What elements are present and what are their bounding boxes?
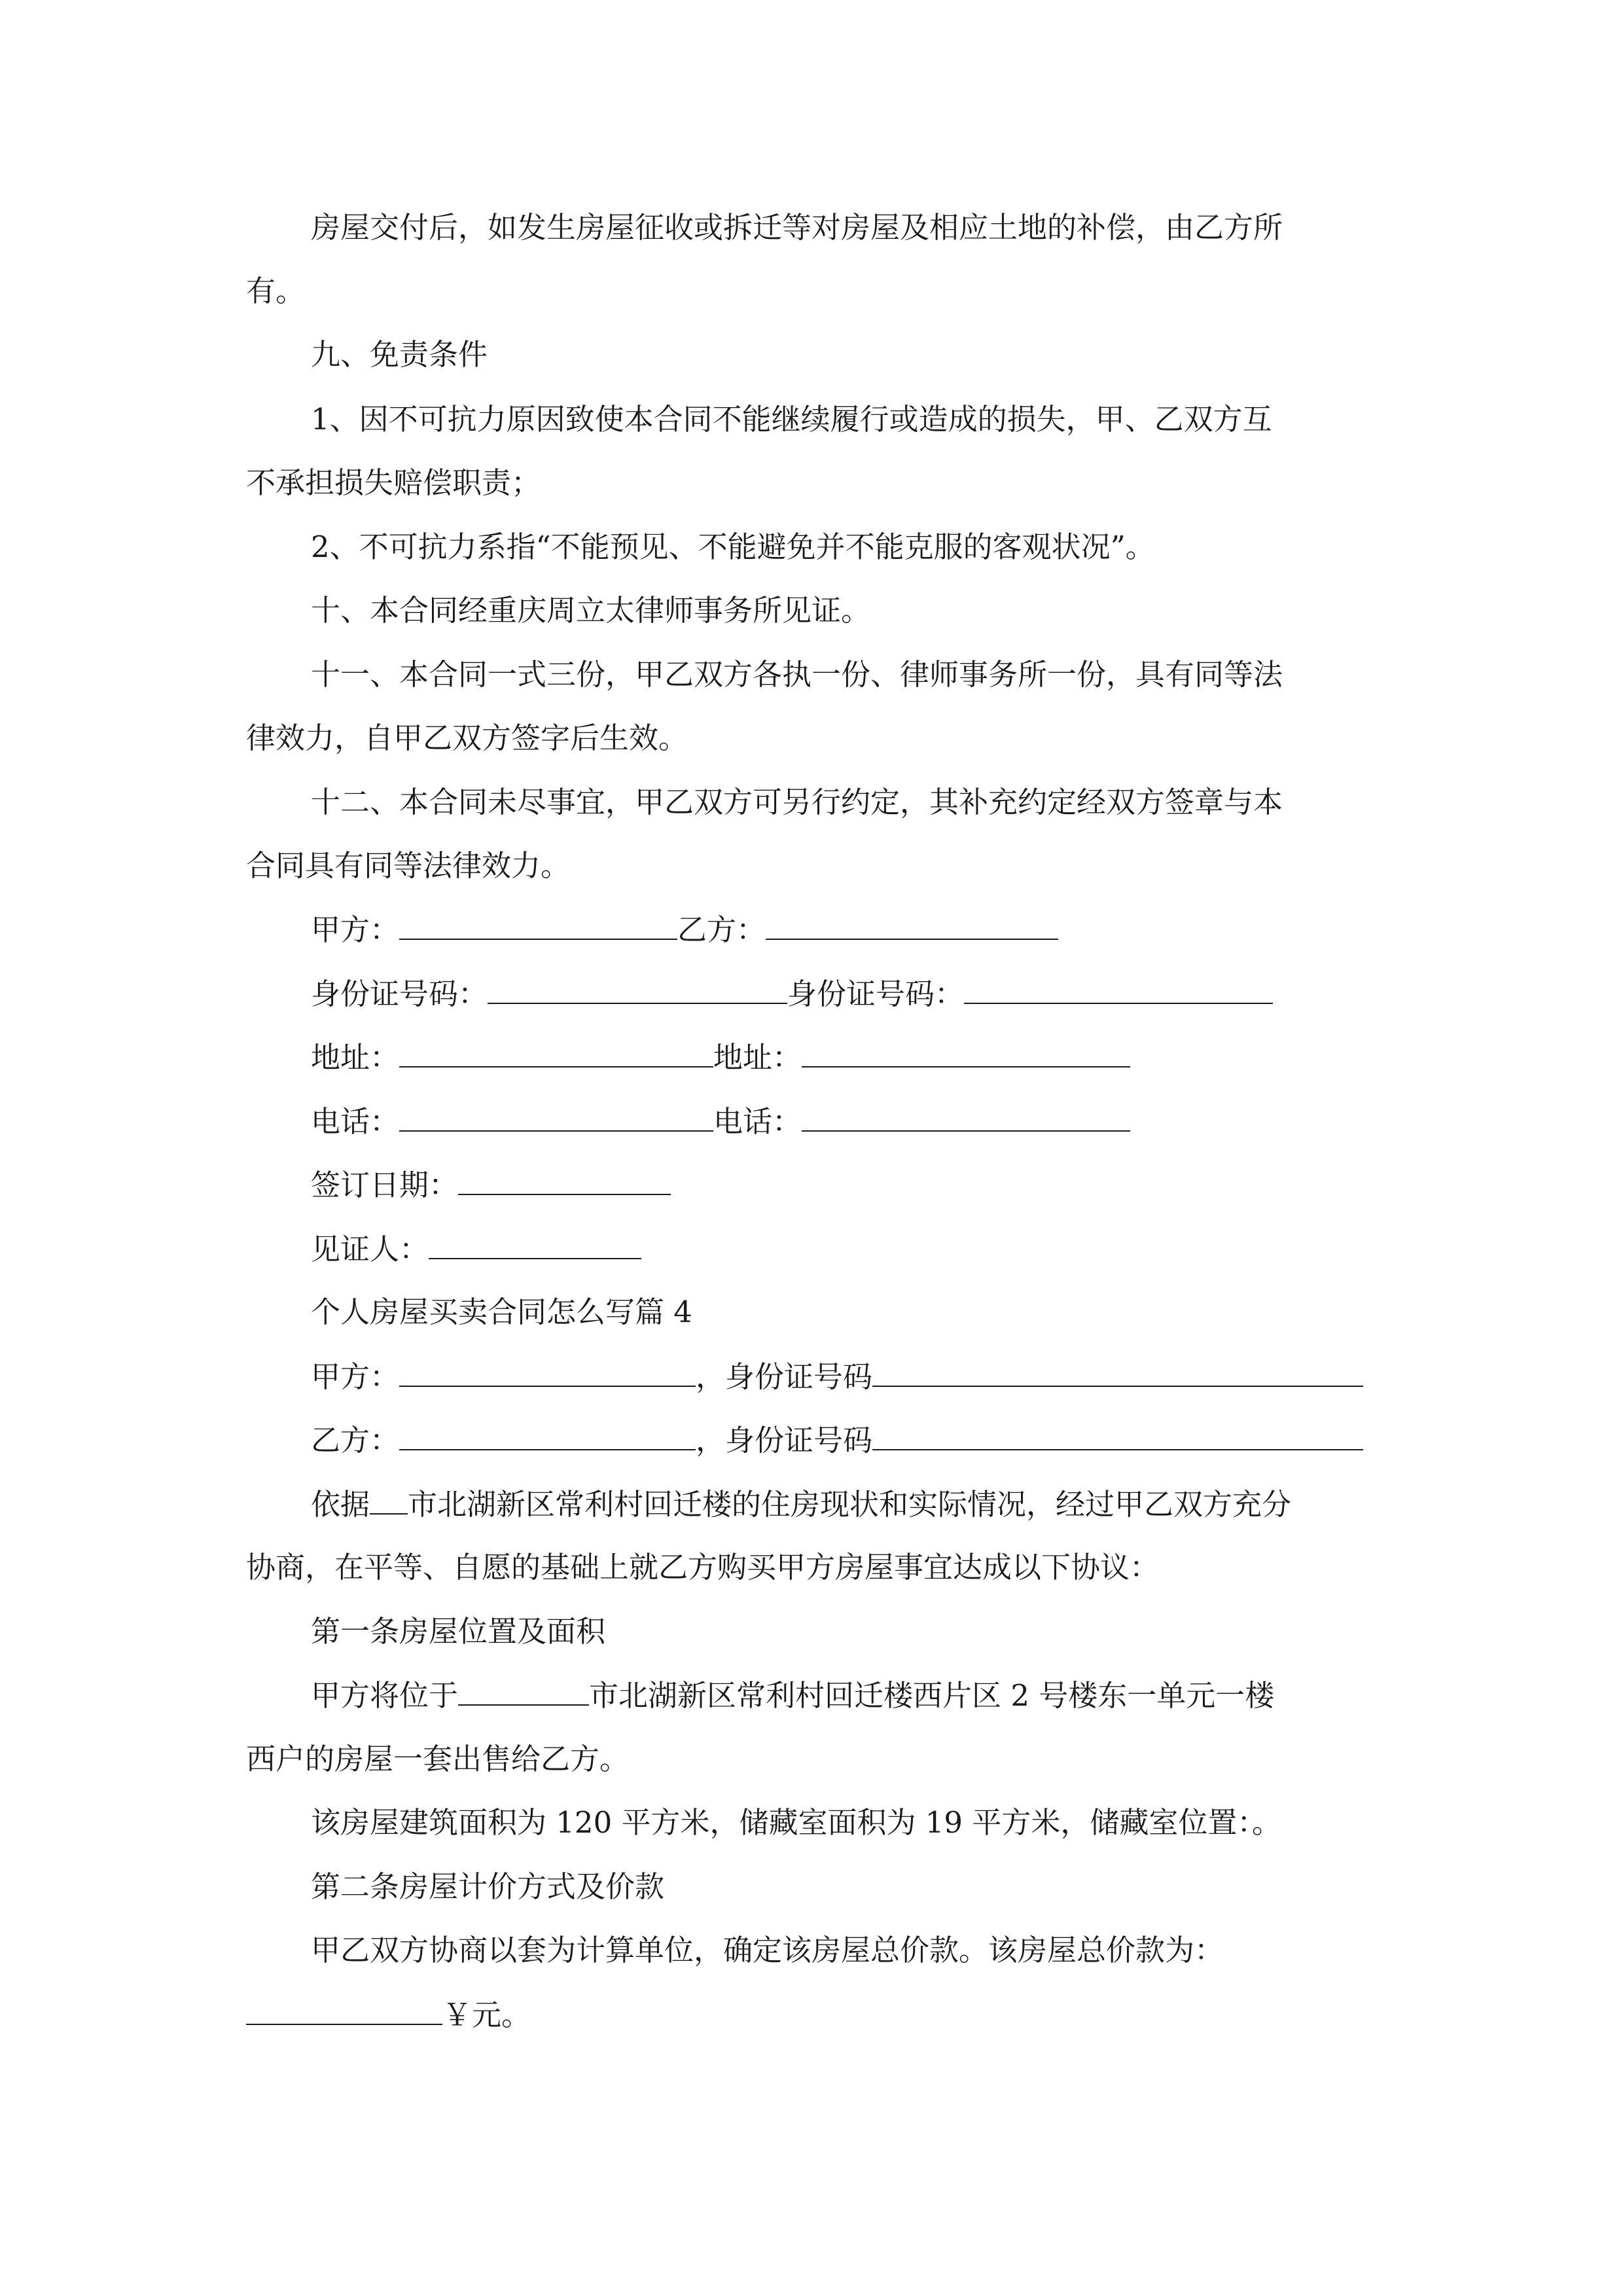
party-b-id-row [311, 1420, 1363, 1460]
id-number-b-blank[interactable] [964, 974, 1273, 1004]
address-label: 地址： [311, 1040, 400, 1075]
id-number-blank[interactable] [872, 1420, 1363, 1450]
paragraph-line: 2、不可抗力系指“不能预见、不能避免并不能克服的客观状况”。 [311, 529, 1155, 564]
party-b-label: 乙方： [311, 1423, 400, 1458]
section-heading: 个人房屋买卖合同怎么写篇 4 [311, 1295, 692, 1329]
city-blank[interactable] [458, 1676, 589, 1706]
line-text: 甲乙双方协商以套为计算单位，确定该房屋总价款。该房屋总价款为： [311, 1933, 1224, 1967]
party-a-blank[interactable] [399, 1357, 696, 1387]
line-text: 1、因不可抗力原因致使本合同不能继续履行或造成的损失，甲、乙双方互 [311, 402, 1272, 437]
id-number-label: ，身份证号码 [696, 1359, 873, 1394]
address-label: 地址： [713, 1040, 802, 1075]
line-text: 十一、本合同一式三份，甲乙双方各执一份、律师事务所一份，具有同等法 [311, 657, 1283, 692]
sign-date-label: 签订日期： [311, 1168, 459, 1202]
party-b-blank[interactable] [766, 910, 1058, 940]
section-heading: 九、免责条件 [311, 337, 488, 372]
paragraph-line [311, 400, 1378, 439]
party-a-blank[interactable] [399, 910, 677, 940]
line-text: 房屋交付后，如发生房屋征收或拆迁等对房屋及相应土地的补偿，由乙方所 [311, 210, 1283, 245]
price-blank[interactable] [246, 1995, 442, 2025]
party-a-id-row [311, 1357, 1363, 1397]
paragraph-line: 十、本合同经重庆周立太律师事务所见证。 [311, 593, 871, 628]
paragraph-line [311, 1676, 1378, 1715]
witness-row [311, 1229, 641, 1269]
phone-label: 电话： [311, 1104, 400, 1139]
line-text: 甲方将位于 市北湖新区常利村回迁楼西片区 2 号楼东一单元一楼 [311, 1676, 1274, 1715]
paragraph-line [311, 655, 1378, 694]
phone-row [311, 1102, 1130, 1141]
paragraph-line: 该房屋建筑面积为 120 平方米，储藏室面积为 19 平方米，储藏室位置：。 [311, 1805, 1281, 1840]
address-b-blank[interactable] [802, 1037, 1130, 1067]
id-number-label: 身份证号码： [787, 977, 965, 1011]
line-text: 有。 [246, 274, 306, 308]
paragraph-line [311, 783, 1378, 822]
party-b-blank[interactable] [399, 1420, 696, 1450]
party-a-b-row [311, 910, 1058, 950]
phone-a-blank[interactable] [399, 1102, 713, 1132]
price-unit: ￥元。 [442, 1998, 531, 2032]
witness-blank[interactable] [429, 1229, 641, 1259]
witness-label: 见证人： [311, 1232, 429, 1266]
paragraph-line: 协商，在平等、自愿的基础上就乙方购买甲方房屋事宜达成以下协议： [246, 1550, 1160, 1585]
paragraph-line: 西户的房屋一套出售给乙方。 [246, 1742, 630, 1776]
paragraph-line: 不承担损失赔偿职责； [246, 465, 541, 500]
party-b-label: 乙方： [677, 912, 766, 947]
article-heading: 第一条房屋位置及面积 [311, 1614, 606, 1649]
id-number-label: 身份证号码： [311, 977, 488, 1011]
paragraph-line [311, 1931, 1378, 1970]
address-row [311, 1037, 1130, 1077]
id-row [311, 974, 1273, 1014]
article-heading: 第二条房屋计价方式及价款 [311, 1869, 665, 1904]
paragraph-line [246, 272, 305, 311]
sign-date-row [311, 1165, 671, 1205]
address-a-blank[interactable] [399, 1037, 713, 1067]
paragraph-line [311, 208, 1378, 247]
id-number-a-blank[interactable] [488, 974, 787, 1004]
id-number-label: ，身份证号码 [696, 1423, 873, 1458]
phone-label: 电话： [713, 1104, 802, 1139]
paragraph-line: 律效力，自甲乙双方签字后生效。 [246, 721, 688, 755]
line-text: 依据 市北湖新区常利村回迁楼的住房现状和实际情况，经过甲乙双方充分 [311, 1484, 1291, 1524]
sign-date-blank[interactable] [458, 1165, 671, 1195]
party-a-label: 甲方： [311, 912, 400, 947]
city-blank[interactable] [370, 1484, 408, 1515]
phone-b-blank[interactable] [802, 1102, 1130, 1132]
id-number-blank[interactable] [872, 1357, 1363, 1387]
price-row [246, 1995, 531, 2035]
line-text: 十二、本合同未尽事宜，甲乙双方可另行约定，其补充约定经双方签章与本 [311, 785, 1283, 819]
paragraph-line: 合同具有同等法律效力。 [246, 848, 571, 883]
paragraph-line [311, 1484, 1378, 1524]
party-a-label: 甲方： [311, 1359, 400, 1394]
